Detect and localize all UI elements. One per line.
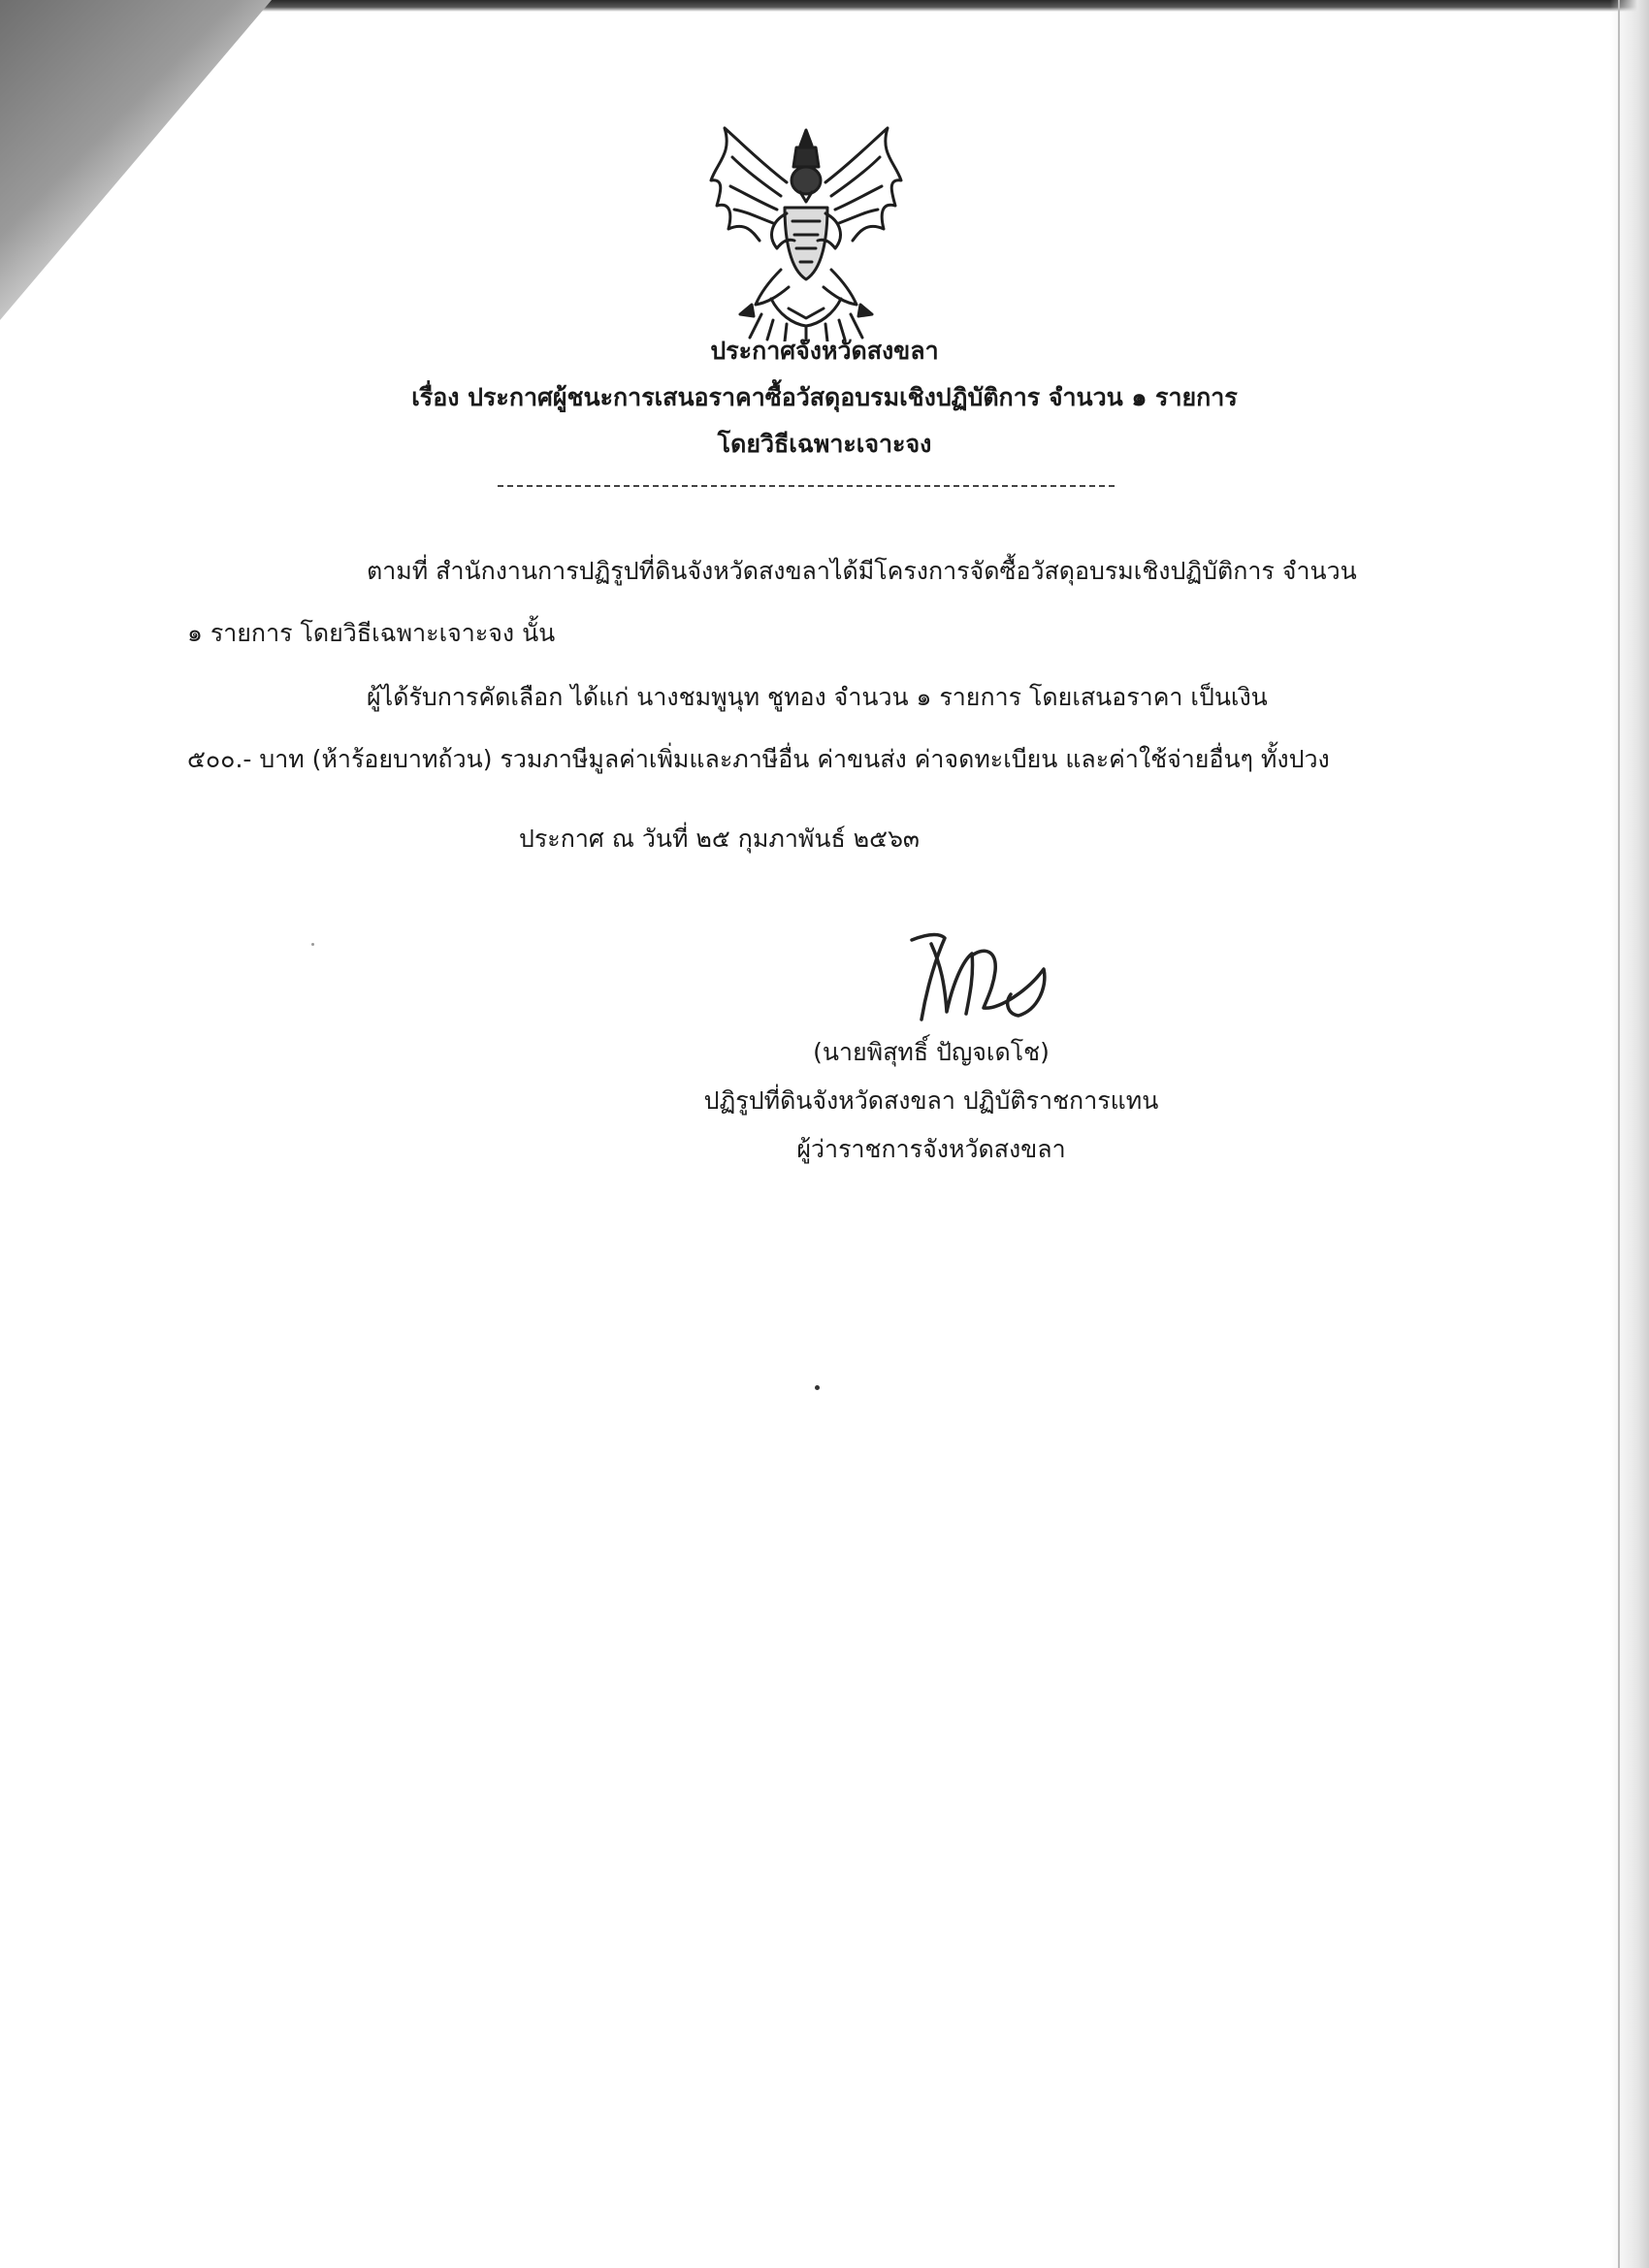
- document-heading: [242, 328, 1406, 468]
- signatory-position: ปฏิรูปที่ดินจังหวัดสงขลา ปฏิบัติราชการแทน: [703, 1086, 1159, 1115]
- garuda-emblem-icon: [703, 124, 909, 341]
- paragraph-1-line-1: ตามที่ สำนักงานการปฏิรูปที่ดินจังหวัดสงขลาได้มีโครงการจัดซื้อวัสดุอบรมเชิงปฏิบัติการ จำนวน: [367, 557, 1357, 585]
- dashed-separator: [498, 485, 1115, 487]
- paragraph-2-line-2: ๕๐๐.- บาท (ห้าร้อยบาทถ้วน) รวมภาษีมูลค่าเพิ่มและภาษีอื่น ค่าขนส่ง ค่าจดทะเบียน และค่าใช้จ่ายอื่นๆ ทั้งปวง: [187, 745, 1330, 773]
- scan-folded-corner: [0, 0, 272, 320]
- announcement-subject: เรื่อง ประกาศผู้ชนะการเสนอราคาซื้อวัสดุอบรมเชิงปฏิบัติการ จำนวน ๑ รายการ: [411, 383, 1238, 411]
- announcement-date: ประกาศ ณ วันที่ ๒๕ กุมภาพันธ์ ๒๕๖๓: [519, 825, 921, 853]
- scan-speck: [815, 1385, 820, 1390]
- procurement-method: โดยวิธีเฉพาะเจาะจง: [717, 430, 932, 458]
- paragraph-2-line-1: ผู้ได้รับการคัดเลือก ได้แก่ นางชมพูนุท ชูทอง จำนวน ๑ รายการ โดยเสนอราคา เป็นเงิน: [367, 683, 1268, 711]
- scan-right-line: [1618, 0, 1620, 2268]
- scan-right-edge: [1610, 0, 1649, 2268]
- signatory-block: [640, 1028, 1222, 1174]
- scan-speck: [311, 943, 314, 946]
- paragraph-1-line-2: ๑ รายการ โดยวิธีเฉพาะเจาะจง นั้น: [187, 619, 556, 647]
- signatory-position-acting: ผู้ว่าราชการจังหวัดสงขลา: [796, 1135, 1066, 1163]
- announcement-title: ประกาศจังหวัดสงขลา: [710, 337, 939, 365]
- handwritten-signature-icon: [902, 926, 1057, 1033]
- signatory-name: (นายพิสุทธิ์ ปัญจเดโช): [813, 1038, 1050, 1066]
